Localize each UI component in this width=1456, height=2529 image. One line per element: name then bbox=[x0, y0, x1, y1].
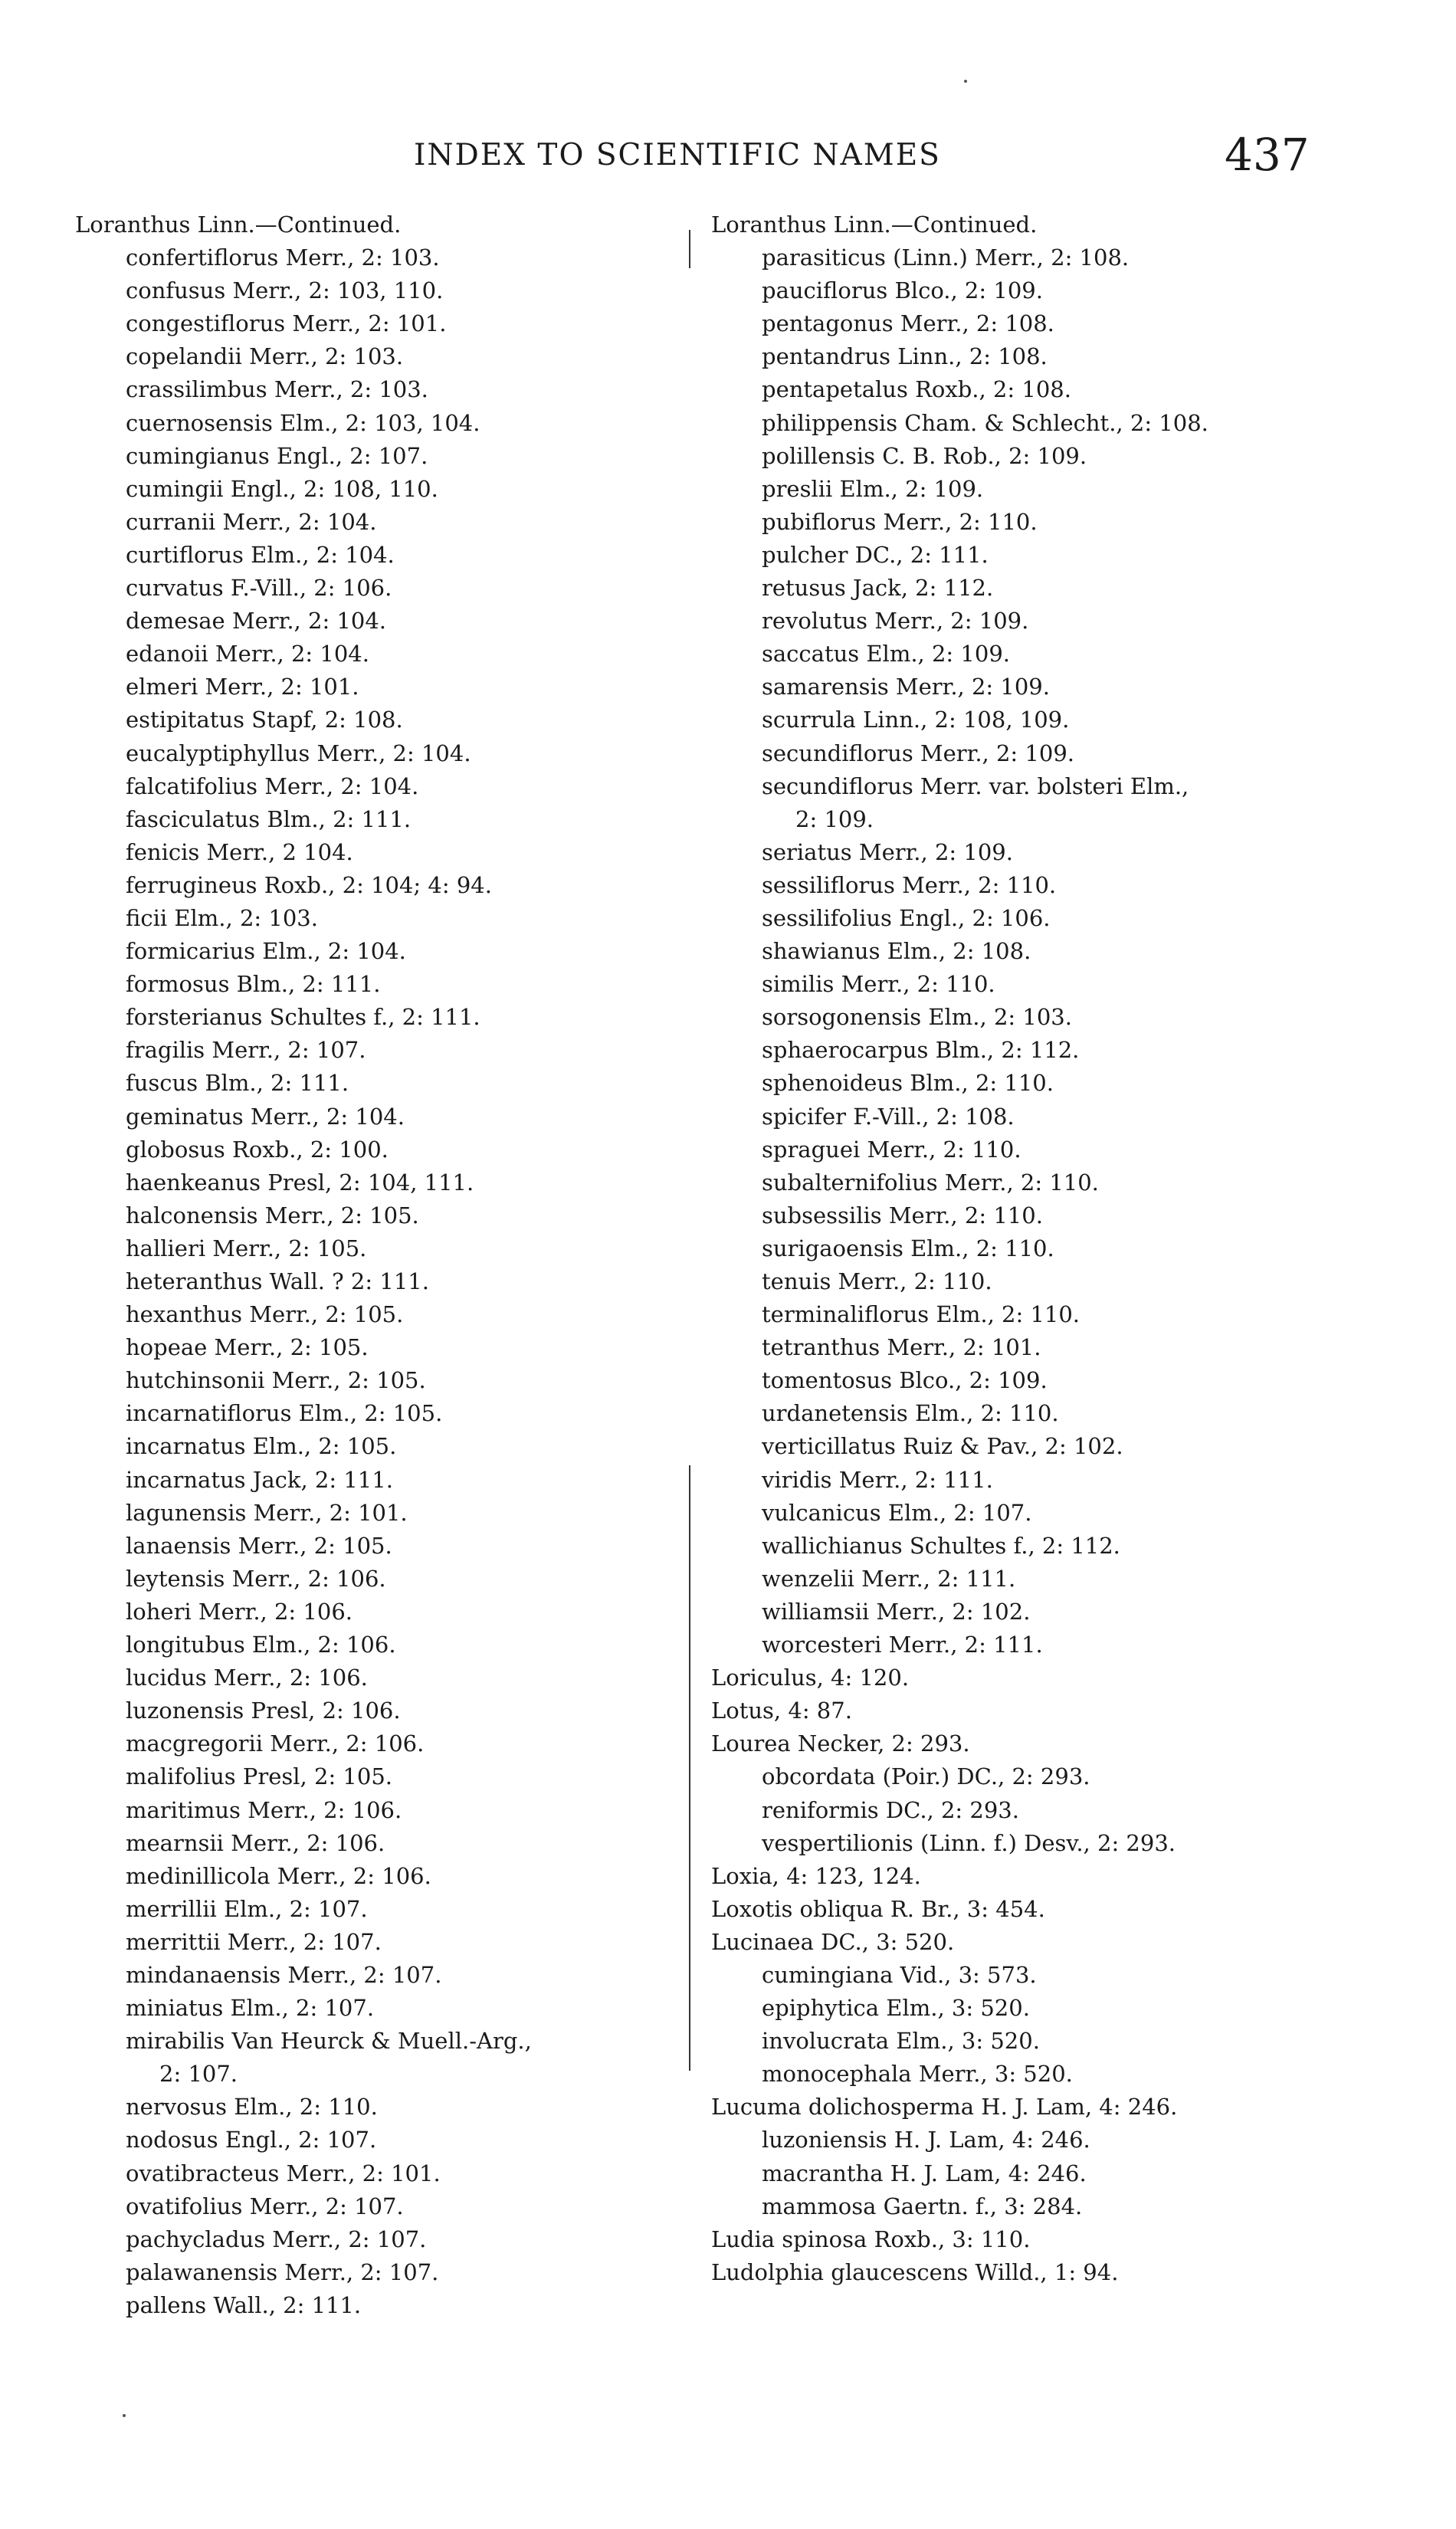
index-entry: spicifer F.-Vill., 2: 108. bbox=[762, 1103, 1015, 1130]
index-entry: sphaerocarpus Blm., 2: 112. bbox=[762, 1037, 1080, 1064]
index-entry: pauciflorus Blco., 2: 109. bbox=[762, 277, 1043, 304]
index-entry: pentapetalus Roxb., 2: 108. bbox=[762, 376, 1071, 403]
index-entry: formicarius Elm., 2: 104. bbox=[126, 938, 406, 965]
index-entry: confusus Merr., 2: 103, 110. bbox=[126, 277, 444, 304]
index-entry: eucalyptiphyllus Merr., 2: 104. bbox=[126, 740, 471, 766]
index-entry: Lucuma dolichosperma H. J. Lam, 4: 246. bbox=[711, 2094, 1178, 2121]
index-entry: Loxotis obliqua R. Br., 3: 454. bbox=[711, 1895, 1045, 1922]
index-entry: parasiticus (Linn.) Merr., 2: 108. bbox=[762, 244, 1130, 271]
index-entry: fasciculatus Blm., 2: 111. bbox=[126, 805, 412, 832]
index-entry: scurrula Linn., 2: 108, 109. bbox=[762, 707, 1070, 733]
index-entry: similis Merr., 2: 110. bbox=[762, 971, 995, 998]
index-entry: terminaliflorus Elm., 2: 110. bbox=[762, 1301, 1081, 1328]
index-entry: 2: 109. bbox=[795, 805, 874, 832]
index-entry: incarnatus Jack, 2: 111. bbox=[126, 1466, 393, 1493]
index-entry: sorsogonensis Elm., 2: 103. bbox=[762, 1004, 1072, 1031]
index-entry: 2: 107. bbox=[159, 2061, 238, 2088]
running-title: INDEX TO SCIENTIFIC NAMES bbox=[414, 138, 941, 172]
index-entry: ficii Elm., 2: 103. bbox=[126, 904, 318, 931]
index-entry: urdanetensis Elm., 2: 110. bbox=[762, 1400, 1059, 1427]
index-entry: globosus Roxb., 2: 100. bbox=[126, 1136, 389, 1163]
index-entry: medinillicola Merr., 2: 106. bbox=[126, 1862, 431, 1889]
index-entry: revolutus Merr., 2: 109. bbox=[762, 608, 1029, 635]
index-entry: ovatifolius Merr., 2: 107. bbox=[126, 2193, 404, 2219]
index-entry: ovatibracteus Merr., 2: 101. bbox=[126, 2160, 441, 2186]
index-entry: verticillatus Ruiz & Pav., 2: 102. bbox=[762, 1433, 1123, 1460]
index-entry: halconensis Merr., 2: 105. bbox=[126, 1202, 419, 1228]
index-entry: geminatus Merr., 2: 104. bbox=[126, 1103, 405, 1130]
page-number: 437 bbox=[1225, 129, 1310, 181]
index-entry: secundiflorus Merr., 2: 109. bbox=[762, 740, 1074, 766]
index-entry: miniatus Elm., 2: 107. bbox=[126, 1995, 375, 2022]
index-entry: Lourea Necker, 2: 293. bbox=[711, 1730, 970, 1757]
index-entry: monocephala Merr., 3: 520. bbox=[762, 2061, 1073, 2088]
index-entry: Lucinaea DC., 3: 520. bbox=[711, 1928, 955, 1955]
index-entry: fragilis Merr., 2: 107. bbox=[126, 1037, 366, 1064]
index-entry: Lotus, 4: 87. bbox=[711, 1697, 852, 1724]
index-entry: surigaoensis Elm., 2: 110. bbox=[762, 1235, 1054, 1261]
index-entry: mearnsii Merr., 2: 106. bbox=[126, 1829, 385, 1856]
index-entry: macrantha H. J. Lam, 4: 246. bbox=[762, 2160, 1087, 2186]
index-entry: mindanaensis Merr., 2: 107. bbox=[126, 1961, 442, 1988]
print-speck bbox=[123, 2414, 126, 2417]
index-entry: pentandrus Linn., 2: 108. bbox=[762, 343, 1048, 370]
index-entry: hopeae Merr., 2: 105. bbox=[126, 1334, 369, 1361]
index-entry: estipitatus Stapf, 2: 108. bbox=[126, 707, 403, 733]
index-entry: curvatus F.-Vill., 2: 106. bbox=[126, 575, 392, 602]
index-entry: mirabilis Van Heurck & Muell.-Arg., bbox=[126, 2028, 532, 2055]
index-entry: ferrugineus Roxb., 2: 104; 4: 94. bbox=[126, 871, 492, 898]
index-entry: fenicis Merr., 2 104. bbox=[126, 838, 353, 865]
index-entry: incarnatus Elm., 2: 105. bbox=[126, 1433, 397, 1460]
index-entry: incarnatiflorus Elm., 2: 105. bbox=[126, 1400, 443, 1427]
right-column bbox=[711, 208, 1340, 2289]
index-entry: spraguei Merr., 2: 110. bbox=[762, 1136, 1021, 1163]
index-entry: polillensis C. B. Rob., 2: 109. bbox=[762, 442, 1087, 469]
index-entry: epiphytica Elm., 3: 520. bbox=[762, 1995, 1030, 2022]
index-entry: reniformis DC., 2: 293. bbox=[762, 1796, 1019, 1823]
index-entry: fuscus Blm., 2: 111. bbox=[126, 1070, 349, 1097]
print-speck bbox=[964, 80, 967, 83]
index-entry: saccatus Elm., 2: 109. bbox=[762, 641, 1010, 668]
index-entry: luzonensis Presl, 2: 106. bbox=[126, 1697, 401, 1724]
index-entry: merrillii Elm., 2: 107. bbox=[126, 1895, 368, 1922]
index-entry: falcatifolius Merr., 2: 104. bbox=[126, 772, 419, 799]
index-entry: luzoniensis H. J. Lam, 4: 246. bbox=[762, 2127, 1090, 2153]
index-entry: palawanensis Merr., 2: 107. bbox=[126, 2258, 439, 2285]
index-entry: tomentosus Blco., 2: 109. bbox=[762, 1367, 1048, 1394]
index-entry: sphenoideus Blm., 2: 110. bbox=[762, 1070, 1054, 1097]
index-entry: loheri Merr., 2: 106. bbox=[126, 1598, 353, 1625]
index-entry: curranii Merr., 2: 104. bbox=[126, 508, 377, 535]
index-entry: forsterianus Schultes f., 2: 111. bbox=[126, 1004, 480, 1031]
index-entry: curtiflorus Elm., 2: 104. bbox=[126, 541, 395, 568]
index-entry: hutchinsonii Merr., 2: 105. bbox=[126, 1367, 426, 1394]
index-entry: tenuis Merr., 2: 110. bbox=[762, 1268, 992, 1294]
index-entry: viridis Merr., 2: 111. bbox=[762, 1466, 993, 1493]
index-entry: elmeri Merr., 2: 101. bbox=[126, 674, 359, 700]
index-entry: involucrata Elm., 3: 520. bbox=[762, 2028, 1040, 2055]
index-entry: shawianus Elm., 2: 108. bbox=[762, 938, 1031, 965]
index-entry: wenzelii Merr., 2: 111. bbox=[762, 1565, 1016, 1592]
index-entry: retusus Jack, 2: 112. bbox=[762, 575, 994, 602]
index-entry: pachycladus Merr., 2: 107. bbox=[126, 2226, 427, 2252]
index-entry: malifolius Presl, 2: 105. bbox=[126, 1763, 392, 1790]
index-entry: sessiliflorus Merr., 2: 110. bbox=[762, 871, 1057, 898]
index-entry: demesae Merr., 2: 104. bbox=[126, 608, 386, 635]
index-entry: wallichianus Schultes f., 2: 112. bbox=[762, 1532, 1120, 1559]
index-entry: obcordata (Poir.) DC., 2: 293. bbox=[762, 1763, 1090, 1790]
index-entry: cumingiana Vid., 3: 573. bbox=[762, 1961, 1037, 1988]
index-entry: vespertilionis (Linn. f.) Desv., 2: 293. bbox=[762, 1829, 1176, 1856]
index-entry: merrittii Merr., 2: 107. bbox=[126, 1928, 382, 1955]
index-entry: worcesteri Merr., 2: 111. bbox=[762, 1632, 1043, 1658]
index-entry: secundiflorus Merr. var. bolsteri Elm., bbox=[762, 772, 1189, 799]
left-column bbox=[75, 208, 696, 2322]
index-entry: crassilimbus Merr., 2: 103. bbox=[126, 376, 428, 403]
index-entry: pubiflorus Merr., 2: 110. bbox=[762, 508, 1038, 535]
index-entry: Loriculus, 4: 120. bbox=[711, 1665, 910, 1691]
index-entry: vulcanicus Elm., 2: 107. bbox=[762, 1499, 1032, 1526]
index-entry: preslii Elm., 2: 109. bbox=[762, 475, 984, 502]
index-entry: edanoii Merr., 2: 104. bbox=[126, 641, 369, 668]
index-entry: formosus Blm., 2: 111. bbox=[126, 971, 381, 998]
index-heading: Loranthus Linn.—Continued. bbox=[75, 212, 402, 238]
index-entry: philippensis Cham. & Schlecht., 2: 108. bbox=[762, 409, 1208, 436]
index-entry: leytensis Merr., 2: 106. bbox=[126, 1565, 386, 1592]
index-entry: nervosus Elm., 2: 110. bbox=[126, 2094, 378, 2121]
index-entry: lucidus Merr., 2: 106. bbox=[126, 1665, 368, 1691]
index-entry: copelandii Merr., 2: 103. bbox=[126, 343, 404, 370]
index-entry: haenkeanus Presl, 2: 104, 111. bbox=[126, 1169, 474, 1196]
index-entry: samarensis Merr., 2: 109. bbox=[762, 674, 1050, 700]
index-entry: mammosa Gaertn. f., 3: 284. bbox=[762, 2193, 1083, 2219]
index-entry: seriatus Merr., 2: 109. bbox=[762, 838, 1013, 865]
index-entry: sessilifolius Engl., 2: 106. bbox=[762, 904, 1051, 931]
index-entry: cuernosensis Elm., 2: 103, 104. bbox=[126, 409, 480, 436]
index-entry: williamsii Merr., 2: 102. bbox=[762, 1598, 1031, 1625]
index-entry: hexanthus Merr., 2: 105. bbox=[126, 1301, 404, 1328]
index-entry: hallieri Merr., 2: 105. bbox=[126, 1235, 367, 1261]
page-header bbox=[0, 129, 1456, 190]
index-entry: lanaensis Merr., 2: 105. bbox=[126, 1532, 392, 1559]
index-entry: cumingii Engl., 2: 108, 110. bbox=[126, 475, 438, 502]
index-entry: pentagonus Merr., 2: 108. bbox=[762, 310, 1054, 337]
index-heading: Loranthus Linn.—Continued. bbox=[711, 212, 1038, 238]
index-entry: nodosus Engl., 2: 107. bbox=[126, 2127, 377, 2153]
index-entry: Ludia spinosa Roxb., 3: 110. bbox=[711, 2226, 1031, 2252]
index-entry: congestiflorus Merr., 2: 101. bbox=[126, 310, 447, 337]
index-entry: Loxia, 4: 123, 124. bbox=[711, 1862, 921, 1889]
index-entry: heteranthus Wall. ? 2: 111. bbox=[126, 1268, 429, 1294]
index-entry: pulcher DC., 2: 111. bbox=[762, 541, 989, 568]
index-entry: lagunensis Merr., 2: 101. bbox=[126, 1499, 408, 1526]
index-entry: pallens Wall., 2: 111. bbox=[126, 2291, 362, 2318]
index-entry: cumingianus Engl., 2: 107. bbox=[126, 442, 428, 469]
index-entry: Ludolphia glaucescens Willd., 1: 94. bbox=[711, 2258, 1119, 2285]
index-entry: subsessilis Merr., 2: 110. bbox=[762, 1202, 1043, 1228]
index-entry: maritimus Merr., 2: 106. bbox=[126, 1796, 402, 1823]
index-entry: tetranthus Merr., 2: 101. bbox=[762, 1334, 1041, 1361]
index-entry: subalternifolius Merr., 2: 110. bbox=[762, 1169, 1099, 1196]
index-entry: macgregorii Merr., 2: 106. bbox=[126, 1730, 425, 1757]
index-entry: longitubus Elm., 2: 106. bbox=[126, 1632, 396, 1658]
index-entry: confertiflorus Merr., 2: 103. bbox=[126, 244, 440, 271]
